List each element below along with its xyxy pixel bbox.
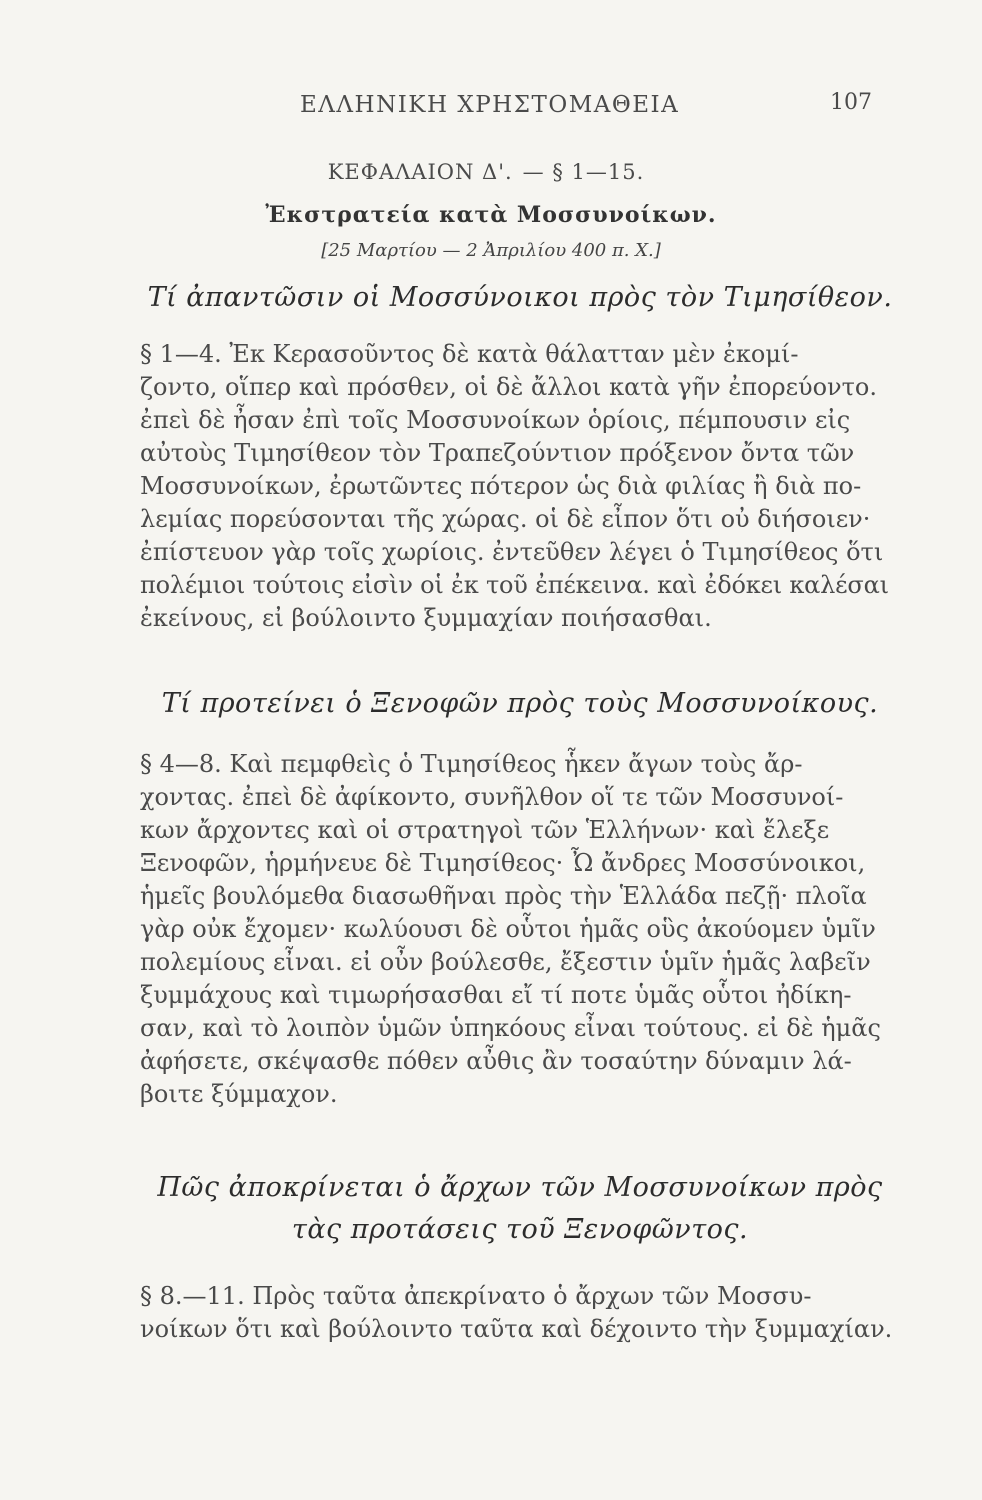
text-line: σαν, καὶ τὸ λοιπὸν ὑμῶν ὑπηκόους εἶναι τούτους. εἰ δὲ ἡμᾶς	[140, 1014, 881, 1042]
text-line: Ξενοφῶν, ἡρμήνευε δὲ Τιμησίθεος· Ὦ ἄνδρες Μοσσύνοικοι,	[140, 849, 866, 877]
text-line: ἐπεὶ δὲ ἦσαν ἐπὶ τοῖς Μοσσυνοίκων ὁρίοις, πέμπουσιν εἰς	[140, 406, 851, 434]
chapter-heading	[0, 160, 982, 184]
text-line: βοιτε ξύμμαχον.	[140, 1080, 338, 1108]
text-line: πολεμίους εἶναι. εἰ οὖν βούλεσθε, ἔξεστιν ὑμῖν ἡμᾶς λαβεῖν	[140, 948, 871, 976]
text-line: γὰρ οὐκ ἔχομεν· κωλύουσι δὲ οὗτοι ἡμᾶς οὓς ἀκούομεν ὑμῖν	[140, 915, 876, 943]
section-heading-1: Τί ἀπαντῶσιν οἱ Μοσσύνοικοι πρὸς τὸν Τιμησίθεον.	[147, 282, 893, 313]
text-line: αὐτοὺς Τιμησίθεον τὸν Τραπεζούντιον πρόξενον ὄντα τῶν	[140, 439, 855, 467]
paragraph-1	[140, 338, 892, 635]
text-line: § 4—8. Καὶ πεμφθεὶς ὁ Τιμησίθεος ἧκεν ἄγων τοὺς ἄρ-	[140, 750, 803, 778]
page-number: 107	[830, 90, 872, 115]
text-line: χοντας. ἐπεὶ δὲ ἀφίκοντο, συνῆλθον οἵ τε τῶν Μοσσυνοί-	[140, 783, 844, 811]
dateline: [25 Μαρτίου — 2 Ἀπριλίου 400 π. Χ.]	[321, 240, 661, 261]
chapter-subtitle: Ἐκστρατεία κατὰ Μοσσυνοίκων.	[265, 202, 717, 228]
text-line: § 1—4. Ἐκ Κερασοῦντος δὲ κατὰ θάλατταν μὲν ἐκομί-	[140, 340, 799, 368]
section-heading-2: Τί προτείνει ὁ Ξενοφῶν πρὸς τοὺς Μοσσυνοίκους.	[161, 688, 879, 719]
text-line: ἡμεῖς βουλόμεθα διασωθῆναι πρὸς τὴν Ἑλλάδα πεζῇ· πλοῖα	[140, 882, 867, 910]
text-line: νοίκων ὅτι καὶ βούλοιντο ταῦτα καὶ δέχοιντο τὴν ξυμμαχίαν.	[140, 1315, 893, 1343]
text-line: κων ἄρχοντες καὶ οἱ στρατηγοὶ τῶν Ἑλλήνων· καὶ ἔλεξε	[140, 816, 830, 844]
section-heading-3b: τὰς προτάσεις τοῦ Ξενοφῶντος.	[291, 1214, 749, 1245]
paragraph-3	[140, 1280, 892, 1346]
text-line: Μοσσυνοίκων, ἐρωτῶντες πότερον ὡς διὰ φιλίας ἢ διὰ πο-	[140, 472, 862, 500]
text-line: § 8.—11. Πρὸς ταῦτα ἀπεκρίνατο ὁ ἄρχων τῶν Μοσσυ-	[140, 1282, 812, 1310]
text-line: πολέμιοι τούτοις εἰσὶν οἱ ἐκ τοῦ ἐπέκεινα. καὶ ἐδόκει καλέσαι	[140, 571, 889, 599]
paragraph-2	[140, 748, 892, 1111]
text-line: λεμίας πορεύσονται τῆς χώρας. οἱ δὲ εἶπον ὅτι οὐ διήσοιεν·	[140, 505, 871, 533]
chapter-range: — § 1—15.	[522, 160, 645, 184]
running-title: ΕΛΛΗΝΙΚΗ ΧΡΗΣΤΟΜΑΘΕΙΑ	[300, 92, 680, 118]
text-line: ἐκείνους, εἰ βούλοιντο ξυμμαχίαν ποιήσασθαι.	[140, 604, 712, 632]
chapter-label: ΚΕΦΑΛΑΙΟΝ Δ'.	[327, 160, 513, 184]
text-line: ζοντο, οἵπερ καὶ πρόσθεν, οἱ δὲ ἄλλοι κατὰ γῆν ἐπορεύοντο.	[140, 373, 877, 401]
text-line: ἐπίστευον γὰρ τοῖς χωρίοις. ἐντεῦθεν λέγει ὁ Τιμησίθεος ὅτι	[140, 538, 884, 566]
running-head	[140, 88, 882, 128]
section-heading-3a: Πῶς ἀποκρίνεται ὁ ἄρχων τῶν Μοσσυνοίκων πρὸς	[157, 1172, 883, 1203]
text-line: ἀφήσετε, σκέψασθε πόθεν αὖθις ἂν τοσαύτην δύναμιν λά-	[140, 1047, 852, 1075]
text-line: ξυμμάχους καὶ τιμωρήσασθαι εἴ τί ποτε ὑμᾶς οὗτοι ἠδίκη-	[140, 981, 852, 1009]
